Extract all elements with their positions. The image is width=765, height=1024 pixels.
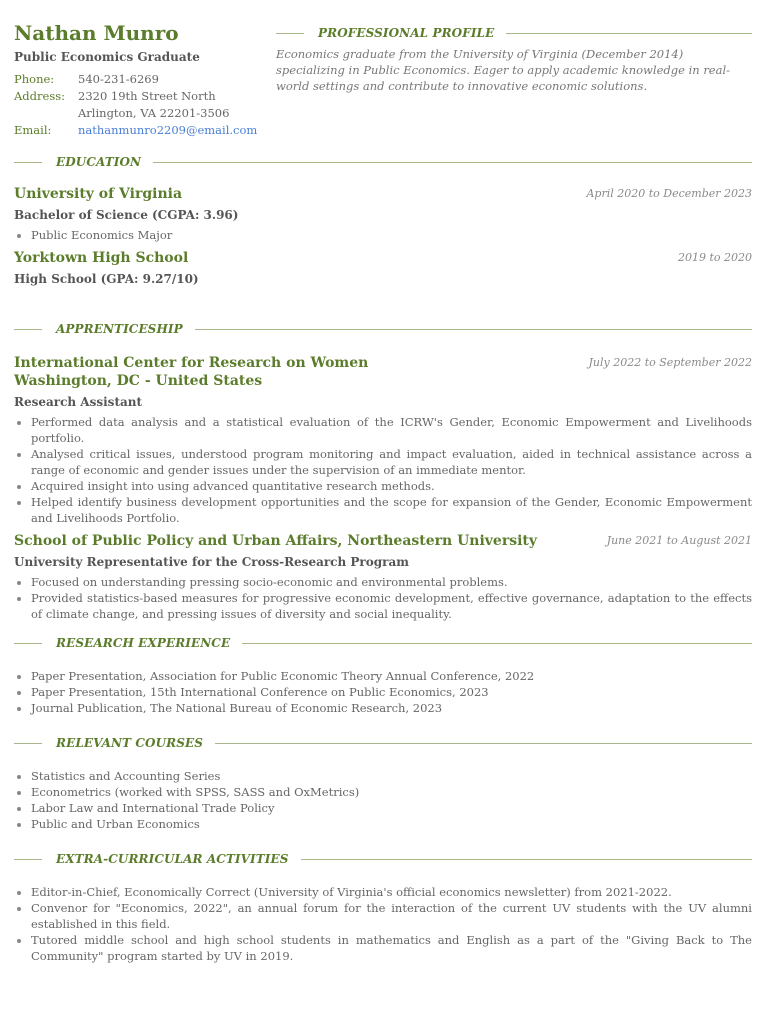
divider: [153, 162, 752, 163]
section-title: PROFESSIONAL PROFILE: [318, 26, 495, 40]
divider: [242, 643, 752, 644]
address-row: [14, 88, 264, 105]
section-title: EDUCATION: [56, 155, 142, 169]
candidate-title: Public Economics Graduate: [14, 50, 200, 64]
divider: [14, 162, 42, 163]
courses-heading: [14, 734, 752, 752]
resume-page: [14, 0, 752, 963]
list-item: • Econometrics (worked with SPSS, SASS and OxMetrics): [31, 784, 752, 800]
list-item: • Paper Presentation, 15th International Conference on Public Economics, 2023: [31, 684, 752, 700]
phone-label: Phone:: [14, 72, 55, 86]
address-line-1: 2320 19th Street North: [78, 89, 216, 103]
list-item: • Editor-in-Chief, Economically Correct (University of Virginia's official economics newsletter) from 2021-2022.: [31, 884, 752, 900]
extracurricular-heading: [14, 850, 752, 868]
list-item: • Labor Law and International Trade Policy: [31, 800, 752, 816]
institution-name: University of Virginia: [14, 186, 183, 202]
date-range: June 2021 to August 2021: [606, 534, 752, 547]
apprenticeship-section: [14, 320, 752, 622]
job-title: Research Assistant: [14, 395, 143, 409]
email-link[interactable]: nathanmunro2209@email.com: [78, 123, 258, 137]
divider: [301, 859, 752, 860]
divider: [195, 329, 752, 330]
apprenticeship-entry: [14, 532, 752, 622]
organization-name: International Center for Research on Women Washington, DC - United States: [14, 355, 369, 389]
organization-name: School of Public Policy and Urban Affairs, Northeastern University: [14, 533, 538, 549]
address-row-2: [14, 105, 264, 122]
list-item: • Focused on understanding pressing socio-economic and environmental problems.: [31, 574, 752, 590]
phone-value: 540-231-6269: [78, 72, 159, 86]
list-item: • Public Economics Major: [31, 227, 752, 243]
list-item: • Helped identify business development opportunities and the scope for expansion of the Gender, Economic Empowerment and Livelihoods Portfolio.: [31, 494, 752, 526]
list-item: • Journal Publication, The National Bureau of Economic Research, 2023: [31, 700, 752, 716]
divider: [14, 643, 42, 644]
education-entry: [14, 249, 752, 287]
list-item: • Convenor for "Economics, 2022", an annual forum for the interaction of the current UV students with the UV alumni established in this field.: [31, 900, 752, 932]
bullet-list: [14, 227, 752, 243]
bullet-list: [14, 574, 752, 622]
date-range: July 2022 to September 2022: [588, 356, 752, 369]
degree: High School (GPA: 9.27/10): [14, 272, 199, 286]
list-item: • Provided statistics-based measures for progressive economic development, effective governance, adaptation to the effects of climate change, and pressing issues of diversity and social inequality.: [31, 590, 752, 622]
job-title: University Representative for the Cross-Research Program: [14, 555, 409, 569]
list-item: • Acquired insight into using advanced quantitative research methods.: [31, 478, 752, 494]
list-item: • Paper Presentation, Association for Public Economic Theory Annual Conference, 2022: [31, 668, 752, 684]
bullet-list: [14, 884, 752, 964]
apprenticeship-entry: [14, 354, 752, 526]
extracurricular-section: [14, 850, 752, 964]
phone-row: [14, 71, 264, 88]
education-section: [14, 153, 752, 287]
research-heading: [14, 634, 752, 652]
apprenticeship-heading: [14, 320, 752, 338]
bullet-list: [14, 414, 752, 526]
section-title: APPRENTICESHIP: [56, 322, 183, 336]
profile-heading: [276, 24, 752, 42]
email-label: Email:: [14, 123, 52, 137]
divider: [14, 329, 42, 330]
courses-section: [14, 734, 752, 832]
date-range: 2019 to 2020: [677, 251, 752, 264]
institution-name: Yorktown High School: [14, 250, 189, 266]
list-item: • Analysed critical issues, understood program monitoring and impact evaluation, aided in technical assistance across a range of economic and gender issues under the supervision of an immediate mentor.: [31, 446, 752, 478]
divider: [14, 859, 42, 860]
bullet-list: [14, 768, 752, 832]
address-label: Address:: [14, 89, 66, 103]
divider: [14, 743, 42, 744]
profile-block: [276, 24, 752, 94]
divider: [506, 33, 752, 34]
research-section: [14, 634, 752, 716]
education-heading: [14, 153, 752, 171]
education-entry: [14, 185, 752, 243]
profile-text: Economics graduate from the University of Virginia (December 2014) specializing in Public Economics. Eager to apply academic knowledge in real-world settings and contribute to innovative economic solutions.: [276, 47, 731, 93]
divider: [215, 743, 752, 744]
list-item: • Public and Urban Economics: [31, 816, 752, 832]
contact-block: [14, 22, 264, 139]
section-title: RESEARCH EXPERIENCE: [56, 636, 231, 650]
address-line-2: Arlington, VA 22201-3506: [78, 106, 230, 120]
list-item: • Tutored middle school and high school students in mathematics and English as a part of the "Giving Back to The Community" program started by UV in 2019.: [31, 932, 752, 964]
list-item: • Statistics and Accounting Series: [31, 768, 752, 784]
date-range: April 2020 to December 2023: [586, 187, 752, 200]
section-title: RELEVANT COURSES: [56, 736, 203, 750]
candidate-name: Nathan Munro: [14, 21, 179, 45]
section-title: EXTRA-CURRICULAR ACTIVITIES: [56, 852, 289, 866]
divider: [276, 33, 304, 34]
contact-details: [14, 71, 264, 139]
resume-header: [14, 0, 752, 150]
bullet-list: [14, 668, 752, 716]
email-row: [14, 122, 264, 139]
degree: Bachelor of Science (CGPA: 3.96): [14, 208, 239, 222]
list-item: • Performed data analysis and a statistical evaluation of the ICRW's Gender, Economic Empowerment and Livelihoods portfolio.: [31, 414, 752, 446]
